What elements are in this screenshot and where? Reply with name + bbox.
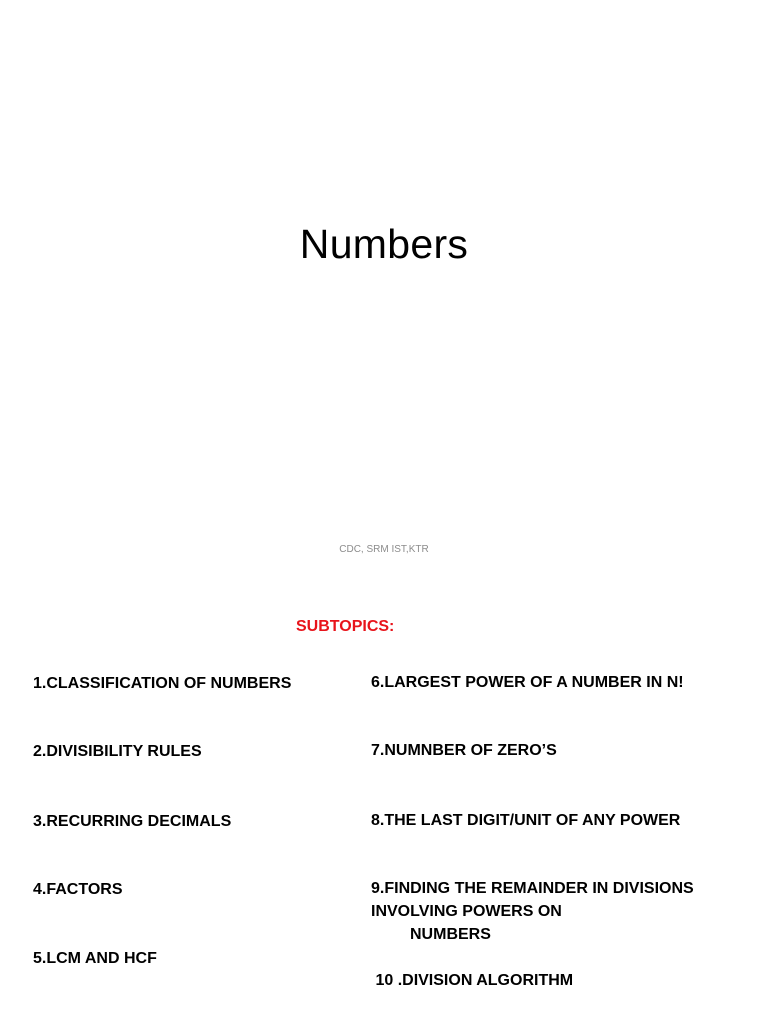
topic-remainder bbox=[371, 877, 694, 946]
slide-title: Numbers bbox=[299, 221, 469, 267]
topic-remainder-line1: 9.FINDING THE REMAINDER IN DIVISIONS bbox=[371, 880, 694, 897]
topic-largest-power: 6.LARGEST POWER OF A NUMBER IN N! bbox=[371, 674, 684, 691]
topic-lcm-hcf: 5.LCM AND HCF bbox=[33, 950, 157, 967]
topic-last-digit: 8.THE LAST DIGIT/UNIT OF ANY POWER bbox=[371, 812, 681, 829]
topic-number-of-zeros: 7.NUMNBER OF ZERO’S bbox=[371, 742, 557, 759]
topic-remainder-line2: INVOLVING POWERS ON bbox=[371, 903, 562, 920]
footer-credit: CDC, SRM IST,KTR bbox=[339, 544, 429, 555]
topic-remainder-line3: NUMBERS bbox=[410, 926, 491, 943]
subtopics-heading: SUBTOPICS: bbox=[296, 618, 395, 635]
topic-classification: 1.CLASSIFICATION OF NUMBERS bbox=[33, 675, 292, 692]
topic-division-algorithm: 10 .DIVISION ALGORITHM bbox=[371, 972, 574, 989]
topic-recurring-decimals: 3.RECURRING DECIMALS bbox=[33, 813, 232, 830]
topic-factors: 4.FACTORS bbox=[33, 881, 123, 898]
topic-divisibility: 2.DIVISIBILITY RULES bbox=[33, 743, 202, 760]
